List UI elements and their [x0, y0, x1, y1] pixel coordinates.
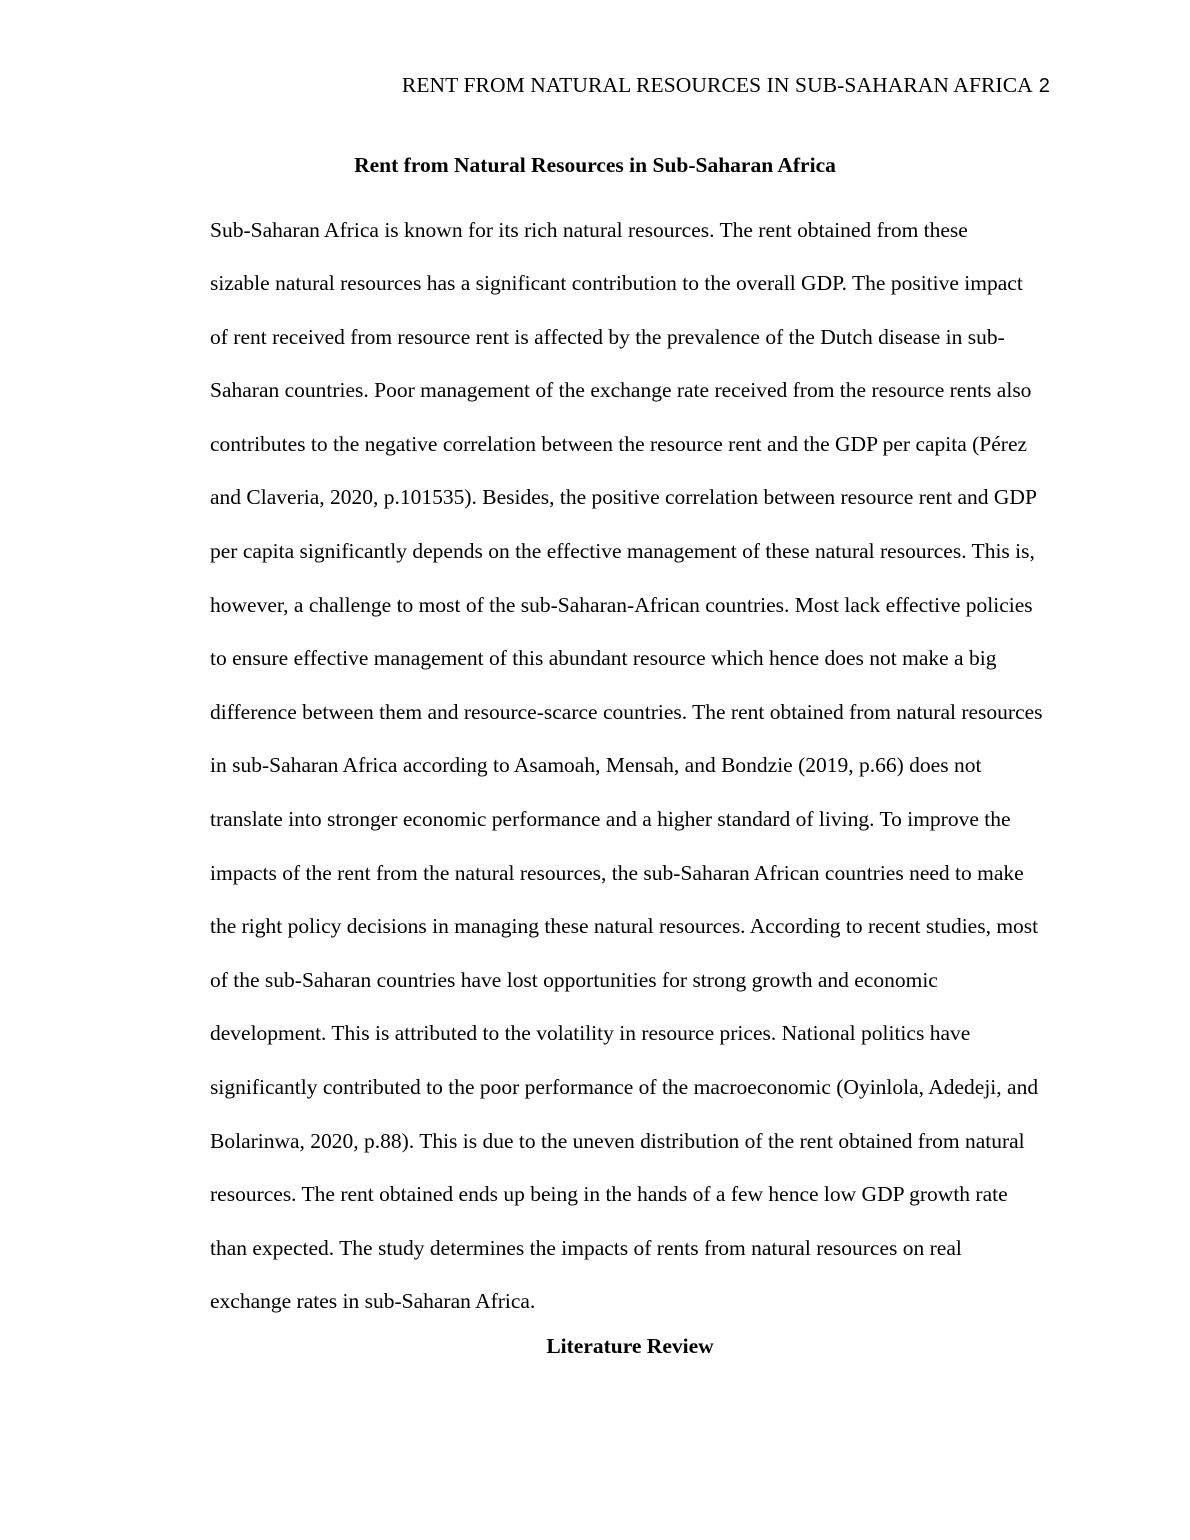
paragraph-line: Bolarinwa, 2020, p.88). This is due to the uneven distribution of the rent obtained from natural: [210, 1128, 1025, 1153]
paragraph-line: than expected. The study determines the impacts of rents from natural resources on real: [210, 1235, 962, 1260]
paragraph-line: significantly contributed to the poor performance of the macroeconomic (Oyinlola, Adedeji, and: [210, 1075, 1039, 1099]
paragraph-line: in sub-Saharan Africa according to Asamoah, Mensah, and Bondzie (2019, p.66) does not: [210, 753, 982, 778]
paragraph-line: to ensure effective management of this abundant resource which hence does not make a big: [210, 646, 997, 671]
paragraph-line: of rent received from resource rent is affected by the prevalence of the Dutch disease in sub-: [210, 324, 1005, 349]
paragraph-line: and Claveria, 2020, p.101535). Besides, the positive correlation between resource rent and GDP: [210, 485, 1037, 510]
paragraph-line: resources. The rent obtained ends up being in the hands of a few hence low GDP growth rate: [210, 1182, 1008, 1207]
paragraph-line: however, a challenge to most of the sub-Saharan-African countries. Most lack effective policies: [210, 592, 1033, 617]
running-head: [140, 70, 1050, 101]
paragraph-line: translate into stronger economic performance and a higher standard of living. To improve the: [210, 807, 1011, 832]
paragraph-line: Sub-Saharan Africa is known for its rich natural resources. The rent obtained from these: [210, 217, 968, 242]
paragraph-line: contributes to the negative correlation between the resource rent and the GDP per capita (Pérez: [210, 431, 1028, 456]
paragraph-line: of the sub-Saharan countries have lost opportunities for strong growth and economic: [210, 967, 938, 992]
paragraph-line: difference between them and resource-scarce countries. The rent obtained from natural resources: [210, 699, 1043, 724]
section-heading-literature-review: Literature Review: [546, 1334, 714, 1358]
paragraph-line: the right policy decisions in managing these natural resources. According to recent studies, most: [210, 914, 1039, 939]
page-number: 2: [1038, 75, 1050, 97]
paragraph-line: per capita significantly depends on the effective management of these natural resources. This is,: [210, 539, 1035, 564]
document-title: Rent from Natural Resources in Sub-Saharan Africa: [354, 153, 836, 177]
paragraph-line: Saharan countries. Poor management of the exchange rate received from the resource rents also: [210, 378, 1032, 403]
running-head-text: RENT FROM NATURAL RESOURCES IN SUB-SAHARAN AFRICA: [401, 73, 1033, 97]
body-paragraph: [140, 204, 1050, 1329]
paragraph-line: sizable natural resources has a significant contribution to the overall GDP. The positive impact: [210, 271, 1023, 296]
paragraph-line: impacts of the rent from the natural resources, the sub-Saharan African countries need to make: [210, 860, 1024, 885]
paragraph-line: development. This is attributed to the volatility in resource prices. National politics have: [210, 1021, 971, 1046]
paragraph-line: exchange rates in sub-Saharan Africa.: [210, 1289, 536, 1314]
